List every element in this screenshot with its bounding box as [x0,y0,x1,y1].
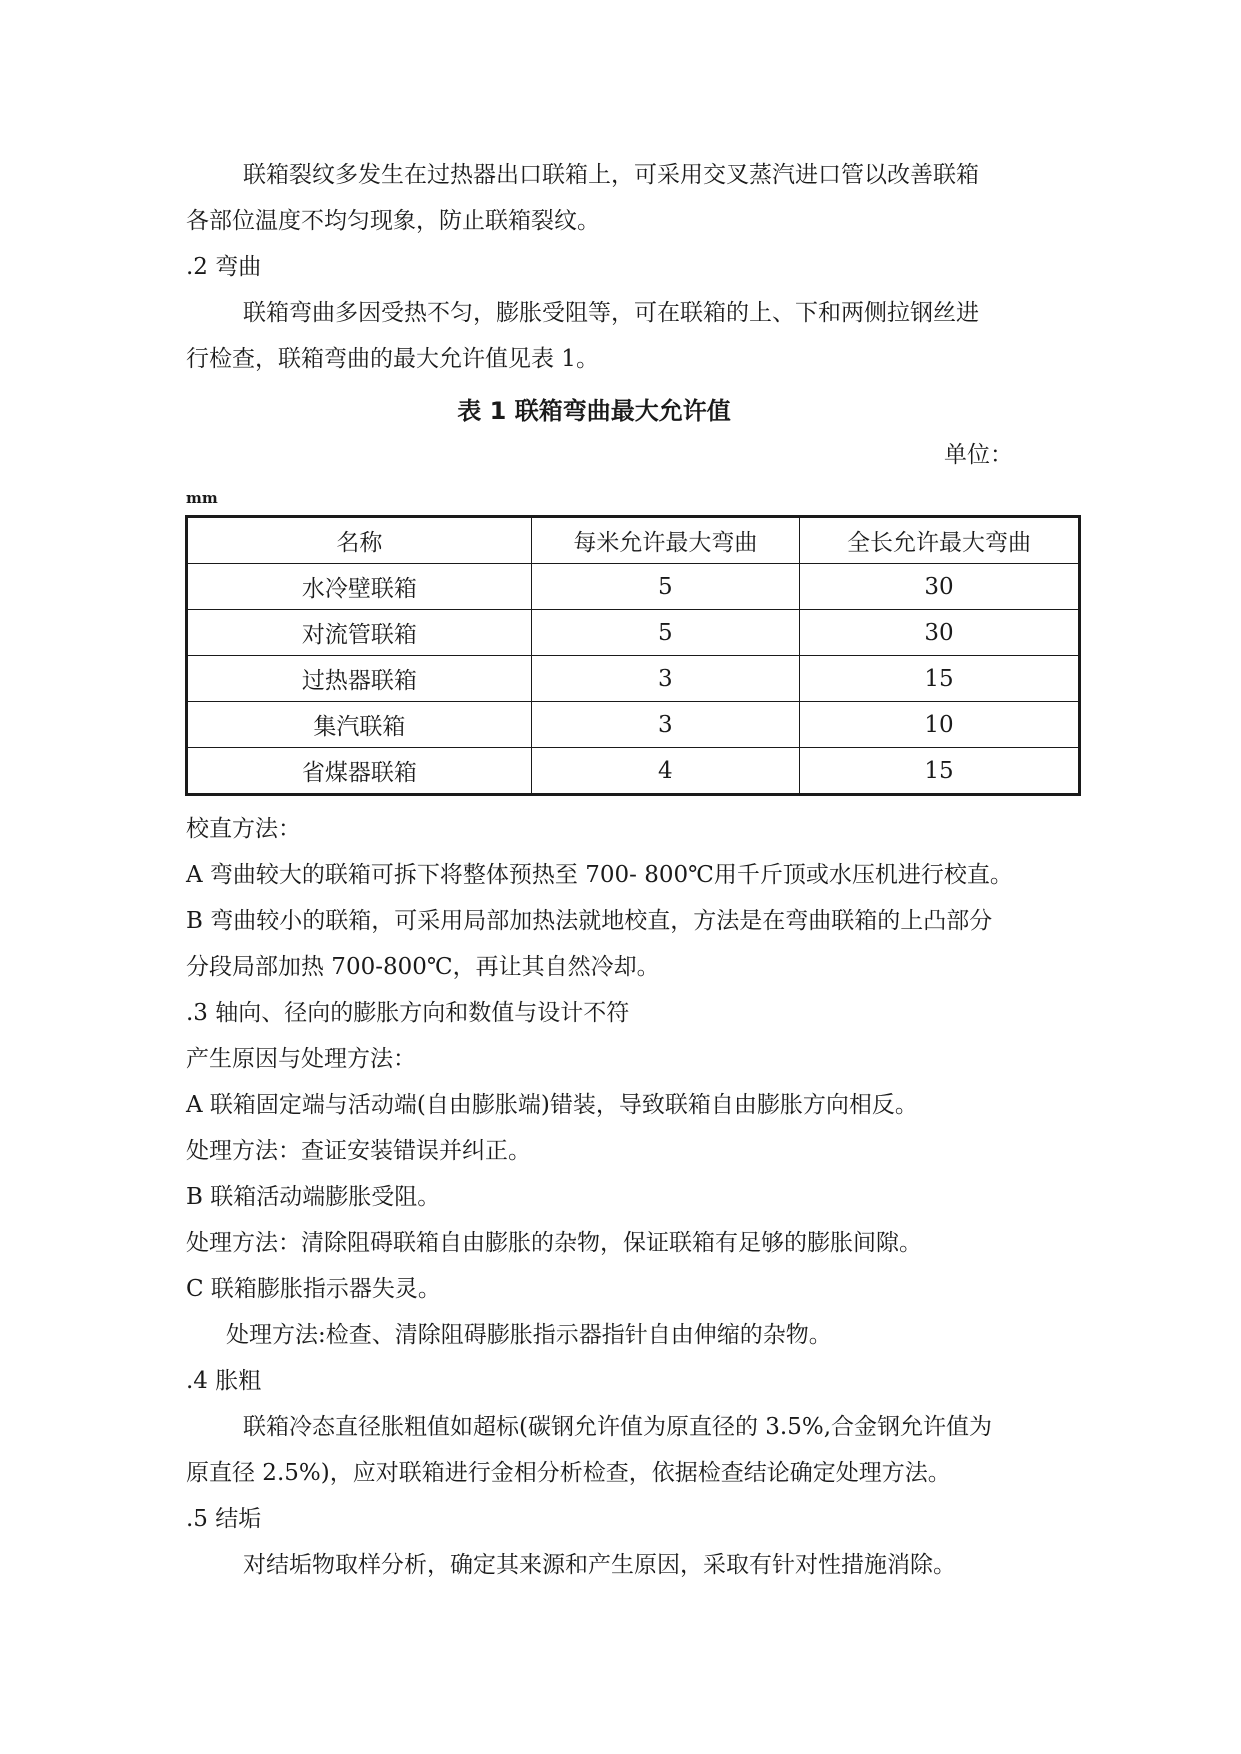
unit-value: mm [186,489,218,507]
paragraph-line: 处理方法：查证安装错误并纠正。 [186,1138,531,1164]
paragraph-line: 处理方法:检查、清除阻碍膨胀指示器指针自由伸缩的杂物。 [226,1322,832,1348]
paragraph-line: A 弯曲较大的联箱可拆下将整体预热至 700- 800℃用千斤顶或水压机进行校直。 [186,862,1013,888]
table-cell: 过热器联箱 [187,656,532,702]
paragraph-line: B 联箱活动端膨胀受阻。 [186,1184,441,1210]
paragraph-line: A 联箱固定端与活动端(自由膨胀端)错装，导致联箱自由膨胀方向相反。 [186,1092,918,1118]
table-cell: 30 [799,610,1079,656]
table-cell: 15 [799,656,1079,702]
paragraph-line: 行检查，联箱弯曲的最大允许值见表 1。 [186,346,599,372]
paragraph-line: 各部位温度不均匀现象，防止联箱裂纹。 [186,208,600,234]
column-header: 名称 [187,517,532,564]
table-cell: 5 [531,564,799,610]
table-cell: 10 [799,702,1079,748]
paragraph-line: 对结垢物取样分析，确定其来源和产生原因，采取有针对性措施消除。 [243,1552,956,1578]
table-cell: 省煤器联箱 [187,748,532,795]
table-row [187,610,1080,656]
paragraph-line: 原直径 2.5%)，应对联箱进行金相分析检查，依据检查结论确定处理方法。 [186,1460,951,1486]
table-row [187,656,1080,702]
table-cell: 3 [531,702,799,748]
paragraph-line: 校直方法： [186,816,301,842]
table-row [187,564,1080,610]
table-cell: 水冷壁联箱 [187,564,532,610]
column-header: 全长允许最大弯曲 [799,517,1079,564]
paragraph-line: 产生原因与处理方法： [186,1046,416,1072]
table-row [187,748,1080,795]
paragraph-line: 处理方法：清除阻碍联箱自由膨胀的杂物，保证联箱有足够的膨胀间隙。 [186,1230,922,1256]
bend-table [185,515,1081,796]
table-row [187,702,1080,748]
section-heading: .3 轴向、径向的膨胀方向和数值与设计不符 [186,1000,630,1026]
table-cell: 对流管联箱 [187,610,532,656]
unit-label: 单位： [944,442,1013,468]
paragraph-line: B 弯曲较小的联箱，可采用局部加热法就地校直，方法是在弯曲联箱的上凸部分 [186,908,993,934]
paragraph-line: 分段局部加热 700-800℃，再让其自然冷却。 [186,954,660,980]
paragraph-line: 联箱冷态直径胀粗值如超标(碳钢允许值为原直径的 3.5%,合金钢允许值为 [243,1414,993,1440]
paragraph-line: C 联箱膨胀指示器失灵。 [186,1276,441,1302]
table-cell: 15 [799,748,1079,795]
table-cell: 5 [531,610,799,656]
table-cell: 4 [531,748,799,795]
table-cell: 3 [531,656,799,702]
paragraph-line: 联箱裂纹多发生在过热器出口联箱上，可采用交叉蒸汽进口管以改善联箱 [243,162,979,188]
table-title: 表 1 联箱弯曲最大允许值 [457,397,731,425]
paragraph-line: 联箱弯曲多因受热不匀，膨胀受阻等，可在联箱的上、下和两侧拉钢丝进 [243,300,979,326]
table-cell: 集汽联箱 [187,702,532,748]
column-header: 每米允许最大弯曲 [531,517,799,564]
table-header-row [187,517,1080,564]
section-heading: .2 弯曲 [186,254,262,280]
section-heading: .5 结垢 [186,1506,262,1532]
section-heading: .4 胀粗 [186,1368,262,1394]
table-cell: 30 [799,564,1079,610]
